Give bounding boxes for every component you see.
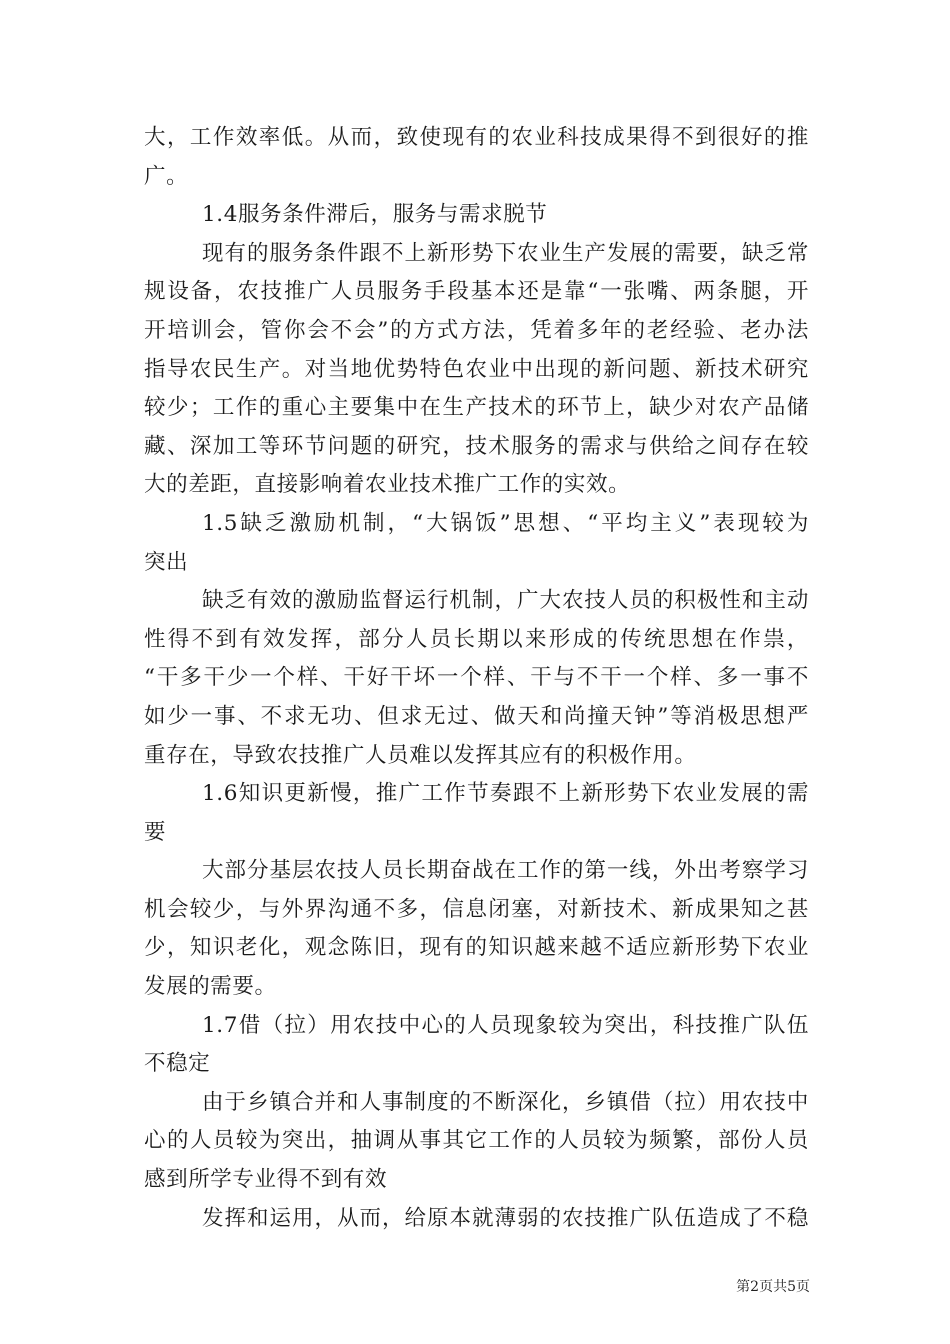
body-text (144, 119, 809, 1238)
section-heading-1-7: 1.7借（拉）用农技中心的人员现象较为突出，科技推广队伍 (202, 1012, 809, 1038)
text-line: 大的差距，直接影响着农业技术推广工作的实效。 (144, 472, 631, 498)
text-line: 藏、深加工等环节问题的研究，技术服务的需求与供给之间存在较 (144, 433, 809, 459)
paragraph-start: 大部分基层农技人员长期奋战在工作的第一线，外出考察学习 (202, 858, 809, 884)
paragraph-start: 缺乏有效的激励监督运行机制，广大农技人员的积极性和主动 (202, 588, 809, 614)
text-line: 不稳定 (144, 1051, 211, 1077)
text-line: 大，工作效率低。从而，致使现有的农业科技成果得不到很好的推 (144, 125, 809, 150)
text-line: 心的人员较为突出，抽调从事其它工作的人员较为频繁，部份人员 (144, 1128, 809, 1154)
paragraph-start: 由于乡镇合并和人事制度的不断深化，乡镇借（拉）用农技中 (202, 1089, 809, 1115)
text-line: 机会较少，与外界沟通不多，信息闭塞，对新技术、新成果知之甚 (144, 896, 809, 922)
text-line: 指导农民生产。对当地优势特色农业中出现的新问题、新技术研究 (144, 356, 809, 382)
text-line: 感到所学专业得不到有效 (144, 1167, 388, 1193)
section-heading-1-5: 1.5缺乏激励机制，“大锅饭”思想、“平均主义”表现较为 (202, 510, 809, 536)
section-heading-1-6: 1.6知识更新慢，推广工作节奏跟不上新形势下农业发展的需 (202, 781, 809, 807)
text-line: 如少一事、不求无功、但求无过、做天和尚撞天钟”等消极思想严 (144, 703, 809, 729)
text-line: 较少；工作的重心主要集中在生产技术的环节上，缺少对农产品储 (144, 395, 809, 421)
text-line: “干多干少一个样、干好干坏一个样、干与不干一个样、多一事不 (144, 665, 809, 691)
text-line: 性得不到有效发挥，部分人员长期以来形成的传统思想在作祟， (144, 626, 809, 652)
text-line: 重存在，导致农技推广人员难以发挥其应有的积极作用。 (144, 742, 697, 768)
text-line: 突出 (144, 549, 189, 575)
paragraph-start: 发挥和运用，从而，给原本就薄弱的农技推广队伍造成了不稳 (202, 1205, 809, 1231)
page-number: 第2页共5页 (736, 1279, 810, 1295)
text-line: 发展的需要。 (144, 974, 277, 1000)
text-line: 要 (144, 819, 167, 845)
section-heading-1-4: 1.4服务条件滞后，服务与需求脱节 (202, 202, 548, 228)
text-line: 广。 (144, 163, 189, 189)
text-line: 规设备，农技推广人员服务手段基本还是靠“一张嘴、两条腿，开 (144, 279, 809, 305)
text-line: 开培训会，管你会不会”的方式方法，凭着多年的老经验、老办法 (144, 317, 809, 343)
paragraph-start: 现有的服务条件跟不上新形势下农业生产发展的需要，缺乏常 (202, 240, 809, 266)
text-line: 少，知识老化，观念陈旧，现有的知识越来越不适应新形势下农业 (144, 935, 809, 961)
